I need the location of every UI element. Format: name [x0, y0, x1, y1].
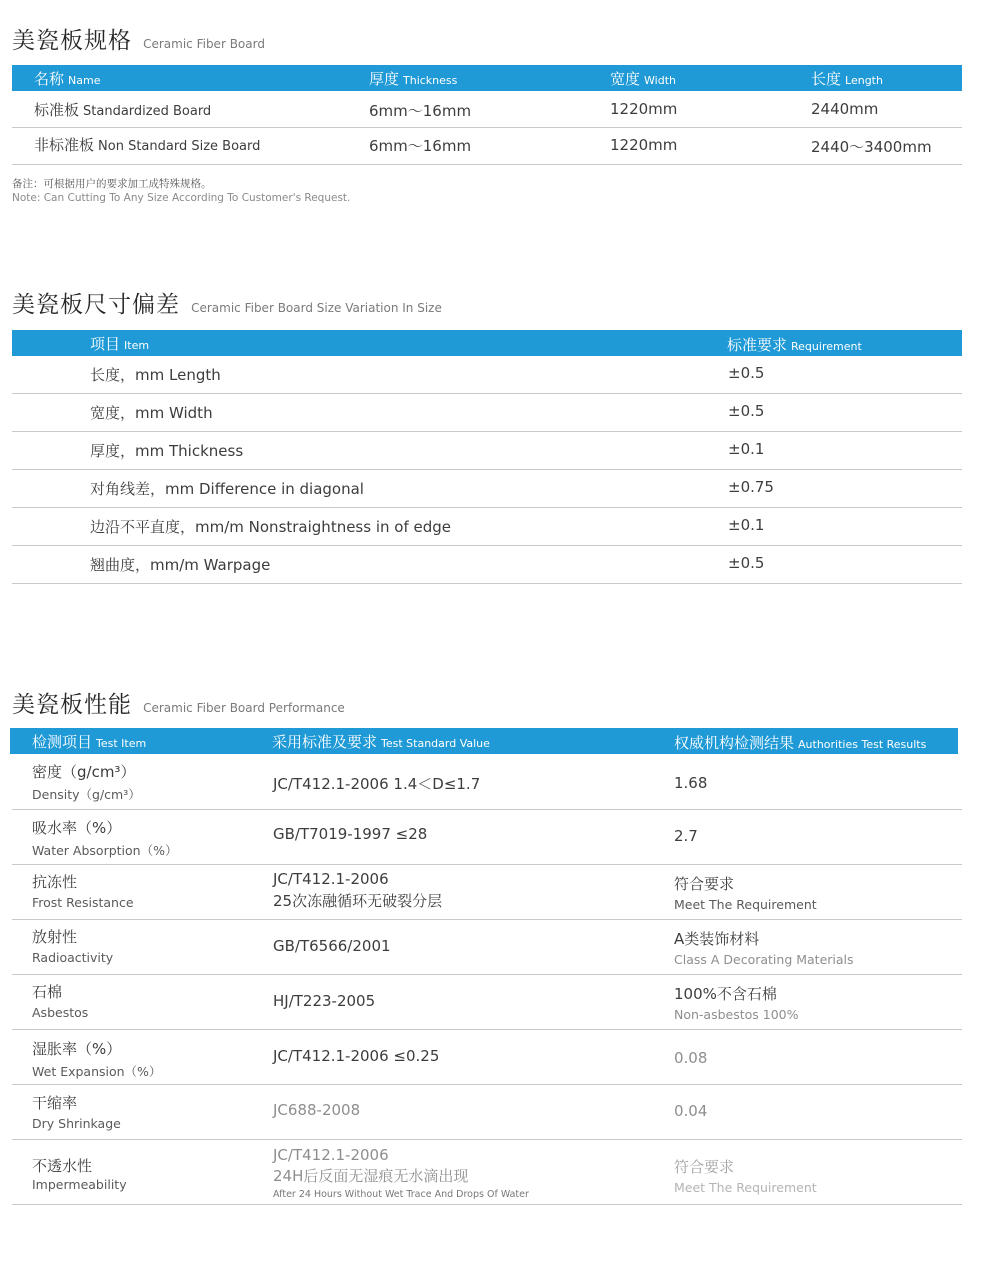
- performance-cell-result: 0.08: [674, 1049, 708, 1067]
- spec-table-header: [12, 65, 962, 91]
- tolerance-cell-req: ±0.1: [728, 440, 765, 458]
- performance-cell-item: 不透水性 Impermeability: [32, 1157, 127, 1192]
- performance-cell-item: 石棉 Asbestos: [32, 983, 89, 1020]
- tolerance-header-item: 项目 Item: [90, 335, 150, 353]
- performance-cell-result: 0.04: [674, 1102, 708, 1120]
- performance-cell-standard: JC/T412.1-2006 ≤0.25: [273, 1047, 440, 1065]
- spec-title-zh: 美瓷板规格: [12, 28, 132, 54]
- performance-cell-standard: JC/T412.1-2006 1.4＜D≤1.7: [273, 775, 481, 793]
- performance-cell-item: 密度（g/cm³） Density（g/cm³）: [32, 763, 141, 802]
- table-row: [12, 865, 962, 920]
- performance-title-zh: 美瓷板性能: [12, 692, 132, 718]
- table-row: [12, 508, 962, 546]
- performance-cell-standard: GB/T7019-1997 ≤28: [273, 825, 428, 843]
- tolerance-table-header: [12, 330, 962, 356]
- table-row: [12, 1140, 962, 1205]
- table-row: [12, 975, 962, 1030]
- tolerance-cell-item: 翘曲度，mm/m Warpage: [90, 556, 271, 574]
- performance-header-item: 检测项目 Test Item: [32, 733, 147, 751]
- spec-cell-length: 2440～3400mm: [811, 138, 932, 156]
- spec-cell-name: 非标准板 Non Standard Size Board: [34, 136, 261, 154]
- tolerance-title-en: Ceramic Fiber Board Size Variation In Size: [191, 301, 442, 315]
- spec-cell-thickness: 6mm～16mm: [369, 102, 472, 120]
- performance-cell-result: A类装饰材料 Class A Decorating Materials: [674, 930, 854, 967]
- spec-cell-width: 1220mm: [610, 136, 678, 154]
- spec-cell-thickness: 6mm～16mm: [369, 137, 472, 155]
- table-row: [12, 546, 962, 584]
- performance-title-en: Ceramic Fiber Board Performance: [143, 701, 345, 715]
- tolerance-cell-req: ±0.5: [728, 364, 765, 382]
- spec-header-thickness: 厚度 Thickness: [369, 70, 458, 88]
- tolerance-cell-req: ±0.75: [728, 478, 774, 496]
- performance-section-title: [12, 686, 345, 719]
- spec-title-en: Ceramic Fiber Board: [143, 37, 265, 51]
- tolerance-cell-req: ±0.5: [728, 554, 765, 572]
- tolerance-cell-req: ±0.5: [728, 402, 765, 420]
- table-row: [12, 394, 962, 432]
- table-row: [12, 1085, 962, 1140]
- table-row: [12, 432, 962, 470]
- tolerance-cell-item: 宽度，mm Width: [90, 404, 213, 422]
- tolerance-title-zh: 美瓷板尺寸偏差: [12, 292, 180, 318]
- tolerance-cell-item: 对角线差，mm Difference in diagonal: [90, 480, 364, 498]
- spec-cell-name: 标准板 Standardized Board: [34, 101, 212, 119]
- spec-header-name: 名称 Name: [34, 70, 101, 88]
- table-row: [12, 470, 962, 508]
- performance-cell-standard: JC/T412.1-2006 24H后反面无湿痕无水滴出现 After 24 Hours Without Wet Trace And Drops Of Water: [273, 1146, 529, 1200]
- performance-cell-result: 符合要求 Meet The Requirement: [674, 875, 817, 912]
- spec-note-zh: 备注：可根据用户的要求加工成特殊规格。: [12, 178, 212, 190]
- performance-cell-standard: JC688-2008: [273, 1101, 361, 1119]
- table-row: [12, 920, 962, 975]
- table-row: [12, 810, 962, 865]
- performance-cell-standard: GB/T6566/2001: [273, 937, 391, 955]
- tolerance-header-requirement: 标准要求 Requirement: [727, 336, 862, 354]
- spec-cell-width: 1220mm: [610, 100, 678, 118]
- performance-cell-standard: JC/T412.1-2006 25次冻融循环无破裂分层: [273, 870, 443, 910]
- performance-cell-result: 1.68: [674, 774, 708, 792]
- table-row: [12, 128, 962, 165]
- performance-cell-item: 干缩率 Dry Shrinkage: [32, 1094, 121, 1131]
- performance-cell-item: 湿胀率（%） Wet Expansion（%）: [32, 1040, 162, 1079]
- performance-header-results: 权威机构检测结果 Authorities Test Results: [674, 734, 927, 752]
- tolerance-cell-item: 厚度，mm Thickness: [90, 442, 244, 460]
- performance-cell-item: 抗冻性 Frost Resistance: [32, 873, 134, 910]
- performance-cell-item: 放射性 Radioactivity: [32, 928, 114, 965]
- spec-header-width: 宽度 Width: [610, 70, 676, 88]
- performance-cell-result: 100%不含石棉 Non-asbestos 100%: [674, 985, 799, 1022]
- tolerance-cell-item: 长度，mm Length: [90, 366, 221, 384]
- table-row: [12, 91, 962, 128]
- tolerance-section-title: [12, 286, 442, 319]
- spec-header-length: 长度 Length: [811, 70, 883, 88]
- tolerance-cell-req: ±0.1: [728, 516, 765, 534]
- table-row: [12, 1030, 962, 1085]
- table-row: [12, 754, 962, 810]
- tolerance-cell-item: 边沿不平直度，mm/m Nonstraightness in of edge: [90, 518, 451, 536]
- performance-table-header: [10, 728, 958, 754]
- spec-section-title: [12, 22, 265, 55]
- performance-header-standard: 采用标准及要求 Test Standard Value: [272, 733, 490, 751]
- performance-cell-result: 2.7: [674, 827, 698, 845]
- performance-cell-standard: HJ/T223-2005: [273, 992, 376, 1010]
- spec-note-en: Note: Can Cutting To Any Size According To Customer's Request.: [12, 192, 351, 204]
- performance-cell-item: 吸水率（%） Water Absorption（%）: [32, 819, 178, 858]
- performance-cell-result: 符合要求 Meet The Requirement: [674, 1158, 817, 1195]
- spec-cell-length: 2440mm: [811, 100, 879, 118]
- table-row: [12, 356, 962, 394]
